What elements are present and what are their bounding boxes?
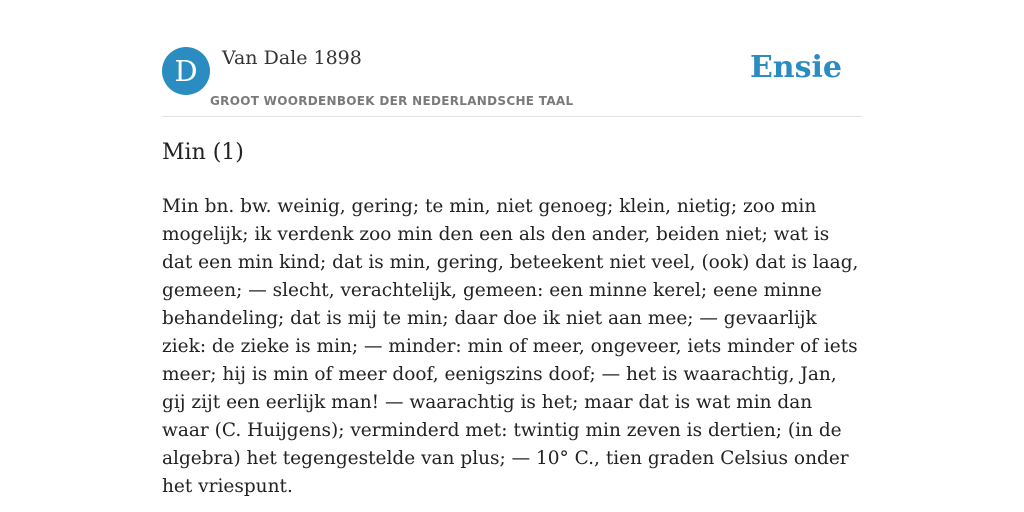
brand-logo[interactable]: Ensie xyxy=(749,50,842,85)
source-subtitle: GROOT WOORDENBOEK DER NEDERLANDSCHE TAAL xyxy=(210,94,574,108)
source-title[interactable]: Van Dale 1898 xyxy=(222,47,362,69)
header xyxy=(162,44,862,117)
dictionary-logo-badge[interactable]: D xyxy=(162,47,210,95)
entry-definition: Min bn. bw. weinig, gering; te min, niet genoeg; klein, nietig; zoo min mogelijk; ik verdenk zoo min den een als den ander, beiden niet; wat is dat een min kind; dat is min, gering, beteekent niet veel, (ook) dat is laag, gemeen; — slecht, verachtelijk, gemeen: een minne kerel; eene minne behandeling; dat is mij te min; daar doe ik niet aan mee; — gevaarlijk ziek: de zieke is min; — minder: min of meer, ongeveer, iets minder of iets meer; hij is min of meer doof, eenigszins doof; — het is waarachtig, Jan, gij zijt een eerlijk man! — waarachtig is het; maar dat is wat min dan waar (C. Huijgens); verminderd met: twintig min zeven is dertien; (in de algebra) het tegengestelde van plus; — 10° C., tien graden Celsius onder het vriespunt. xyxy=(162,196,859,497)
entry-title: Min (1) xyxy=(162,140,244,165)
